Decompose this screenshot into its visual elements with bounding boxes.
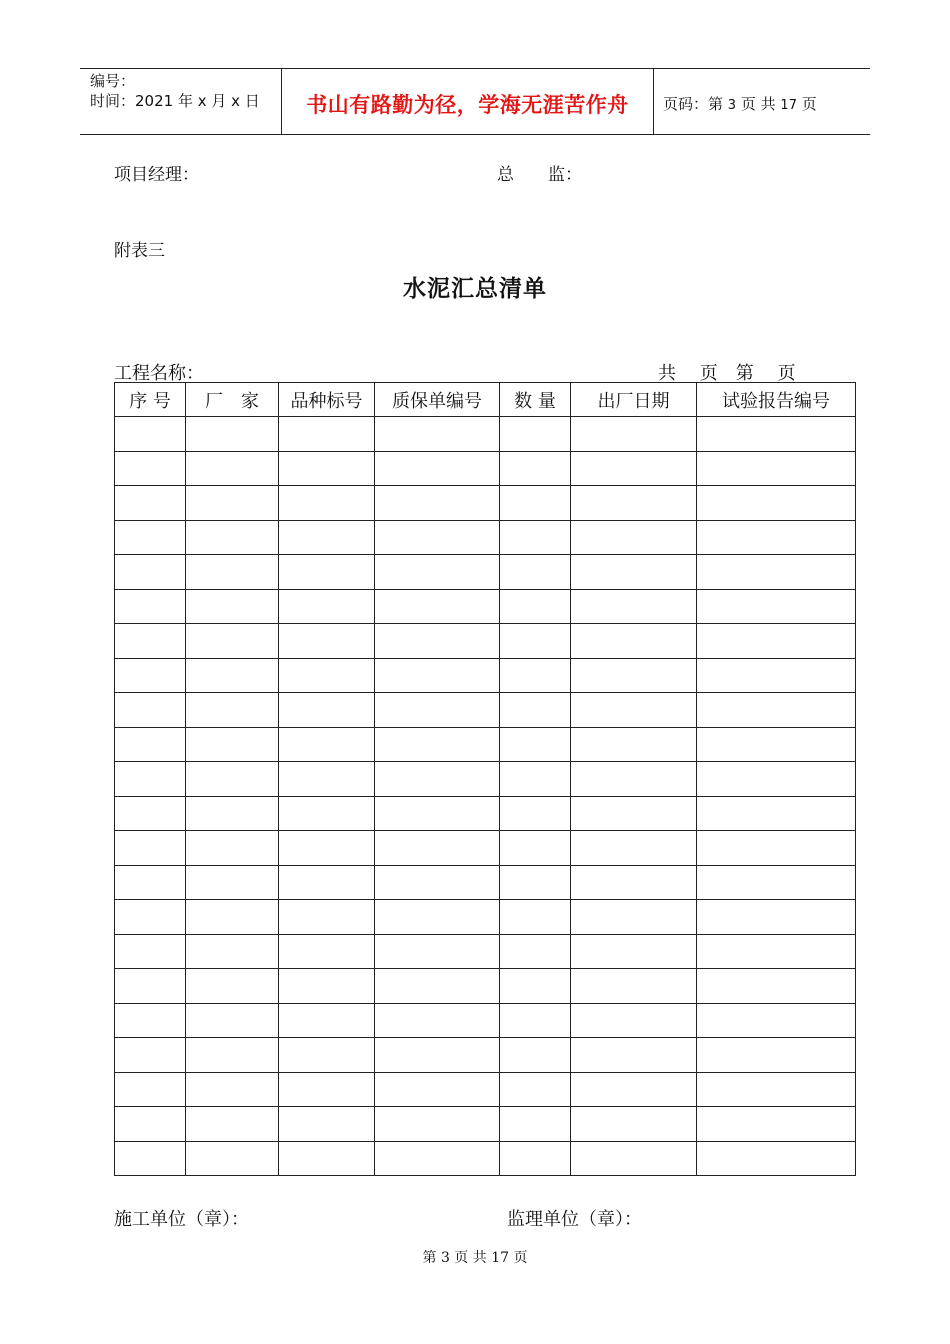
- document-title: 水泥汇总清单: [403, 275, 547, 302]
- table-cell[interactable]: [186, 1072, 279, 1107]
- table-cell[interactable]: [375, 417, 500, 452]
- table-cell[interactable]: [115, 796, 186, 831]
- table-cell[interactable]: [279, 451, 375, 486]
- table-cell[interactable]: [279, 520, 375, 555]
- table-cell[interactable]: [500, 900, 571, 935]
- table-row: [115, 969, 856, 1004]
- table-cell[interactable]: [375, 589, 500, 624]
- table-cell[interactable]: [697, 451, 856, 486]
- header-motto: 书山有路勤为径，学海无涯苦作舟: [306, 93, 629, 117]
- table-row: [115, 417, 856, 452]
- table-cell[interactable]: [375, 900, 500, 935]
- table-cell[interactable]: [697, 934, 856, 969]
- table-cell[interactable]: [186, 969, 279, 1004]
- appendix-label: 附表三: [114, 241, 165, 261]
- table-cell[interactable]: [186, 520, 279, 555]
- table-cell[interactable]: [375, 969, 500, 1004]
- table-row: [115, 762, 856, 797]
- table-cell[interactable]: [186, 762, 279, 797]
- table-cell[interactable]: [186, 1107, 279, 1142]
- table-row: [115, 900, 856, 935]
- table-cell[interactable]: [279, 417, 375, 452]
- table-cell[interactable]: [375, 520, 500, 555]
- table-row: [115, 727, 856, 762]
- column-header-serial: 序 号: [115, 383, 186, 417]
- table-cell[interactable]: [697, 796, 856, 831]
- table-cell[interactable]: [375, 865, 500, 900]
- table-row: [115, 1003, 856, 1038]
- table-row: [115, 1072, 856, 1107]
- table-cell[interactable]: [571, 900, 697, 935]
- header-page-suffix: 页: [801, 95, 817, 113]
- table-cell[interactable]: [697, 865, 856, 900]
- table-cell[interactable]: [500, 555, 571, 590]
- table-cell[interactable]: [279, 624, 375, 659]
- table-cell[interactable]: [500, 934, 571, 969]
- header-divider-right: [653, 69, 654, 135]
- table-cell[interactable]: [279, 1003, 375, 1038]
- table-cell[interactable]: [186, 865, 279, 900]
- table-body: [115, 417, 856, 1176]
- column-header-quantity: 数 量: [500, 383, 571, 417]
- table-cell[interactable]: [500, 658, 571, 693]
- table-cell[interactable]: [571, 451, 697, 486]
- table-cell[interactable]: [186, 831, 279, 866]
- table-row: [115, 1038, 856, 1073]
- table-row: [115, 520, 856, 555]
- table-cell[interactable]: [186, 589, 279, 624]
- table-row: [115, 658, 856, 693]
- table-cell[interactable]: [375, 1107, 500, 1142]
- header-page-prefix: 页码：第: [663, 95, 724, 113]
- table-cell[interactable]: [115, 693, 186, 728]
- table-cell[interactable]: [697, 762, 856, 797]
- table-cell[interactable]: [115, 451, 186, 486]
- table-cell[interactable]: [697, 486, 856, 521]
- column-header-grade: 品种标号: [279, 383, 375, 417]
- table-cell[interactable]: [375, 451, 500, 486]
- project-manager-label: 项目经理：: [114, 165, 199, 185]
- table-cell[interactable]: [115, 1072, 186, 1107]
- table-cell[interactable]: [375, 1038, 500, 1073]
- table-row: [115, 1141, 856, 1176]
- table-cell[interactable]: [279, 796, 375, 831]
- table-cell[interactable]: [500, 865, 571, 900]
- table-row: [115, 796, 856, 831]
- column-header-factory-date: 出厂日期: [571, 383, 697, 417]
- table-cell[interactable]: [115, 831, 186, 866]
- table-cell[interactable]: [115, 762, 186, 797]
- table-header-row: [115, 383, 856, 417]
- table-cell[interactable]: [571, 1107, 697, 1142]
- table-cell[interactable]: [571, 658, 697, 693]
- header-time-label: 时间：2021 年 x 月 x 日: [90, 92, 260, 110]
- table-cell[interactable]: [697, 1107, 856, 1142]
- column-header-warranty-number: 质保单编号: [375, 383, 500, 417]
- table-cell[interactable]: [697, 589, 856, 624]
- table-cell[interactable]: [571, 520, 697, 555]
- table-cell[interactable]: [279, 934, 375, 969]
- table-cell[interactable]: [186, 1003, 279, 1038]
- header-meta: [90, 71, 260, 111]
- table-row: [115, 624, 856, 659]
- table-cell[interactable]: [697, 1072, 856, 1107]
- table-cell[interactable]: [115, 1003, 186, 1038]
- table-cell[interactable]: [279, 865, 375, 900]
- table-cell[interactable]: [279, 969, 375, 1004]
- table-cell[interactable]: [571, 831, 697, 866]
- table-cell[interactable]: [115, 1107, 186, 1142]
- table-cell[interactable]: [186, 693, 279, 728]
- table-cell[interactable]: [279, 1038, 375, 1073]
- table-cell[interactable]: [375, 486, 500, 521]
- table-cell[interactable]: [375, 555, 500, 590]
- table-cell[interactable]: [697, 1038, 856, 1073]
- table-cell[interactable]: [115, 969, 186, 1004]
- table-cell[interactable]: [279, 1072, 375, 1107]
- table-row: [115, 486, 856, 521]
- table-cell[interactable]: [279, 727, 375, 762]
- table-cell[interactable]: [571, 762, 697, 797]
- column-header-manufacturer: 厂 家: [186, 383, 279, 417]
- table-cell[interactable]: [375, 624, 500, 659]
- table-cell[interactable]: [279, 900, 375, 935]
- table-cell[interactable]: [500, 624, 571, 659]
- table-cell[interactable]: [571, 417, 697, 452]
- table-cell[interactable]: [697, 658, 856, 693]
- table-cell[interactable]: [186, 1141, 279, 1176]
- table-cell[interactable]: [375, 796, 500, 831]
- table-row: [115, 693, 856, 728]
- column-header-test-report-number: 试验报告编号: [697, 383, 856, 417]
- table-cell[interactable]: [571, 865, 697, 900]
- table-cell[interactable]: [571, 969, 697, 1004]
- table-cell[interactable]: [500, 417, 571, 452]
- table-cell[interactable]: [697, 831, 856, 866]
- table-cell[interactable]: [571, 486, 697, 521]
- page-header: [80, 68, 870, 135]
- table-cell[interactable]: [115, 658, 186, 693]
- table-cell[interactable]: [279, 486, 375, 521]
- header-page-total: 17: [780, 98, 797, 113]
- table-cell[interactable]: [697, 417, 856, 452]
- table-cell[interactable]: [375, 1141, 500, 1176]
- table-cell[interactable]: [279, 831, 375, 866]
- table-cell[interactable]: [279, 1141, 375, 1176]
- table-cell[interactable]: [375, 693, 500, 728]
- table-cell[interactable]: [279, 555, 375, 590]
- table-cell[interactable]: [500, 693, 571, 728]
- table-cell[interactable]: [375, 1003, 500, 1038]
- table-cell[interactable]: [500, 486, 571, 521]
- table-cell[interactable]: [115, 1038, 186, 1073]
- table-cell[interactable]: [500, 796, 571, 831]
- table-cell[interactable]: [571, 1038, 697, 1073]
- table-row: [115, 555, 856, 590]
- chief-supervisor-label: 总 监：: [497, 165, 582, 185]
- table-cell[interactable]: [115, 417, 186, 452]
- table-cell[interactable]: [115, 1141, 186, 1176]
- table-cell[interactable]: [186, 796, 279, 831]
- construction-unit-seal-label: 施工单位（章）：: [114, 1209, 249, 1230]
- table-cell[interactable]: [115, 589, 186, 624]
- table-cell[interactable]: [375, 934, 500, 969]
- table-cell[interactable]: [571, 555, 697, 590]
- table-cell[interactable]: [571, 589, 697, 624]
- table-cell[interactable]: [697, 727, 856, 762]
- table-cell[interactable]: [279, 762, 375, 797]
- header-page-mid: 页 共: [740, 95, 776, 113]
- table-cell[interactable]: [500, 1072, 571, 1107]
- table-cell[interactable]: [697, 624, 856, 659]
- table-cell[interactable]: [500, 727, 571, 762]
- table-cell[interactable]: [186, 934, 279, 969]
- table-cell[interactable]: [697, 969, 856, 1004]
- table-cell[interactable]: [697, 1141, 856, 1176]
- table-cell[interactable]: [571, 693, 697, 728]
- table-cell[interactable]: [571, 624, 697, 659]
- table-cell[interactable]: [186, 451, 279, 486]
- table-cell[interactable]: [500, 1003, 571, 1038]
- table-row: [115, 589, 856, 624]
- table-cell[interactable]: [500, 969, 571, 1004]
- table-cell[interactable]: [186, 900, 279, 935]
- table-cell[interactable]: [279, 658, 375, 693]
- table-cell[interactable]: [186, 727, 279, 762]
- table-cell[interactable]: [186, 417, 279, 452]
- table-cell[interactable]: [500, 1141, 571, 1176]
- table-cell[interactable]: [279, 1107, 375, 1142]
- table-cell[interactable]: [115, 727, 186, 762]
- table-cell[interactable]: [115, 520, 186, 555]
- table-cell[interactable]: [697, 900, 856, 935]
- table-cell[interactable]: [186, 555, 279, 590]
- table-cell[interactable]: [500, 762, 571, 797]
- table-cell[interactable]: [186, 658, 279, 693]
- table-cell[interactable]: [500, 520, 571, 555]
- header-page-current: 3: [727, 98, 737, 113]
- table-cell[interactable]: [500, 1038, 571, 1073]
- header-page-number: [663, 93, 817, 114]
- table-cell[interactable]: [571, 1003, 697, 1038]
- table-cell[interactable]: [115, 900, 186, 935]
- table-cell[interactable]: [571, 1141, 697, 1176]
- footer-page-number: 第 3 页 共 17 页: [422, 1250, 528, 1266]
- table-cell[interactable]: [375, 727, 500, 762]
- cement-summary-table: [114, 382, 856, 1176]
- table-cell[interactable]: [697, 555, 856, 590]
- table-cell[interactable]: [375, 762, 500, 797]
- table-cell[interactable]: [186, 1038, 279, 1073]
- table-cell[interactable]: [115, 865, 186, 900]
- pages-label: 共 页 第 页: [658, 363, 796, 384]
- table-cell[interactable]: [115, 934, 186, 969]
- table-cell[interactable]: [115, 555, 186, 590]
- table-cell[interactable]: [571, 934, 697, 969]
- table-cell[interactable]: [697, 520, 856, 555]
- table-cell[interactable]: [500, 451, 571, 486]
- table-cell[interactable]: [186, 486, 279, 521]
- project-name-label: 工程名称：: [114, 363, 204, 384]
- table-cell[interactable]: [571, 727, 697, 762]
- table-cell[interactable]: [697, 1003, 856, 1038]
- table-cell[interactable]: [375, 658, 500, 693]
- table-cell[interactable]: [571, 796, 697, 831]
- table-cell[interactable]: [500, 1107, 571, 1142]
- table-cell[interactable]: [115, 486, 186, 521]
- table-row: [115, 1107, 856, 1142]
- table-cell[interactable]: [500, 831, 571, 866]
- table-cell[interactable]: [186, 624, 279, 659]
- table-row: [115, 934, 856, 969]
- table-cell[interactable]: [279, 693, 375, 728]
- table-cell[interactable]: [697, 693, 856, 728]
- table-cell[interactable]: [375, 1072, 500, 1107]
- table-row: [115, 831, 856, 866]
- header-code-label: 编号：: [90, 72, 136, 90]
- table-cell[interactable]: [500, 589, 571, 624]
- supervision-unit-seal-label: 监理单位（章）：: [507, 1209, 642, 1230]
- table-row: [115, 865, 856, 900]
- table-cell[interactable]: [375, 831, 500, 866]
- table-cell[interactable]: [279, 589, 375, 624]
- table-row: [115, 451, 856, 486]
- table-cell[interactable]: [115, 624, 186, 659]
- table-cell[interactable]: [571, 1072, 697, 1107]
